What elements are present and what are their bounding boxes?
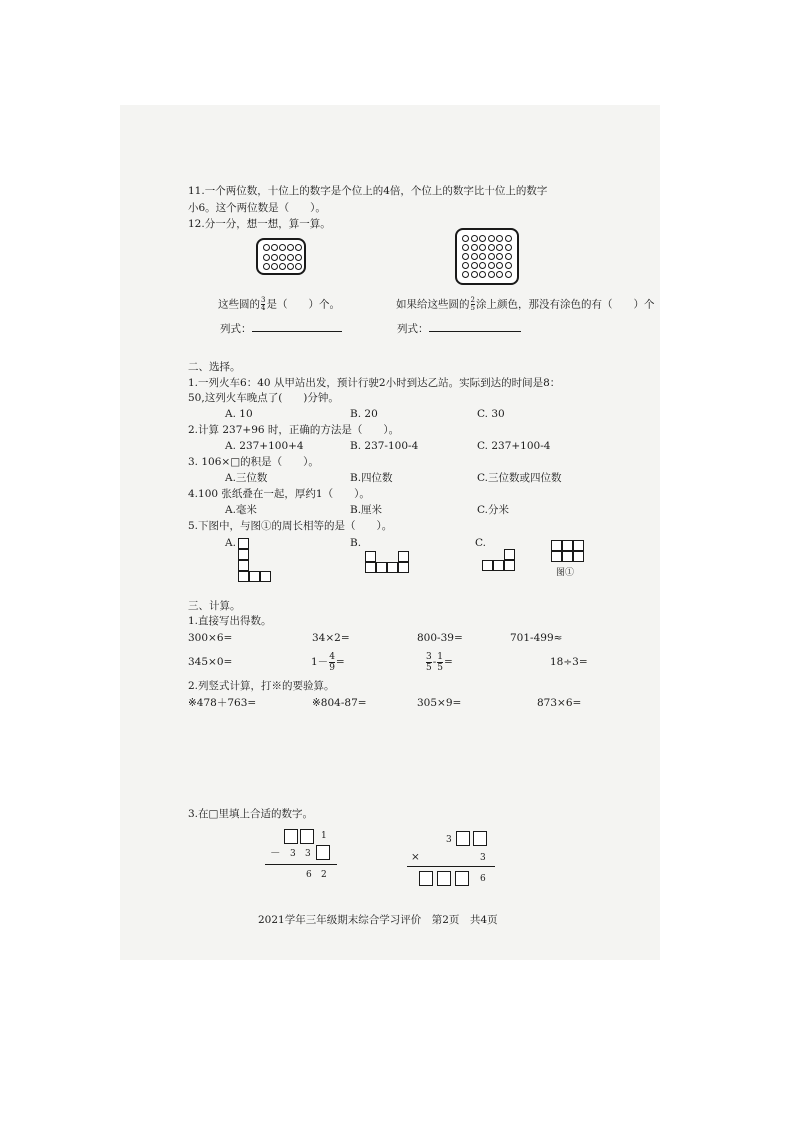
choice-q1-option-c: C. 30 [477, 408, 505, 420]
fill-box[interactable] [316, 845, 330, 860]
grid-cell [398, 551, 409, 562]
question-11-line2: 小6。这个两位数是（ ）。 [188, 202, 326, 214]
grid-cell [238, 560, 249, 571]
circle-dot [462, 235, 469, 242]
circle-dot [287, 254, 294, 261]
sub-result-digit-2: 2 [321, 870, 327, 880]
vertical-calc-2: ※804-87= [312, 697, 367, 709]
grid-cell [573, 540, 584, 551]
fill-box[interactable] [300, 829, 314, 844]
grid-cell [562, 551, 573, 562]
fraction-two-fifths: $\frac{2}{5}$ [470, 296, 475, 312]
circle-dot [271, 254, 278, 261]
fill-box[interactable] [437, 871, 451, 886]
choice-q3: 3. 106×□的积是（ ）。 [188, 456, 319, 468]
circle-dot [505, 235, 512, 242]
circle-dot [496, 244, 503, 251]
circle-dot [271, 244, 278, 251]
choice-q2: 2.计算 237+96 时，正确的方法是（ ）。 [188, 424, 400, 436]
calc-sub1-title: 1.直接写出得数。 [188, 615, 272, 627]
mul-top-digit: 3 [446, 835, 452, 845]
grid-cell [376, 562, 387, 573]
circle-dot [462, 244, 469, 251]
circle-dot [479, 235, 486, 242]
vertical-calc-1: ※478＋763= [188, 697, 257, 709]
calc-r1-c1: 300×6= [188, 632, 233, 644]
grid-cell [504, 549, 515, 560]
choice-q1-option-b: B. 20 [350, 408, 378, 420]
fill-box[interactable] [473, 831, 487, 846]
fraction-three-quarters: $\frac{3}{4}$ [261, 296, 266, 312]
circle-dot [462, 262, 469, 269]
grid-cell [573, 551, 584, 562]
choice-q2-option-b: B. 237-100-4 [350, 440, 419, 452]
circle-dot [462, 253, 469, 260]
circle-dot [471, 271, 478, 278]
circle-dot [505, 271, 512, 278]
formula-right: 列式： [397, 323, 521, 336]
circle-dot [279, 254, 286, 261]
circle-dot [287, 244, 294, 251]
question-12-title: 12.分一分，想一想，算一算。 [188, 218, 331, 230]
circle-dot [496, 235, 503, 242]
circle-dot [471, 253, 478, 260]
calc-sub2-title: 2.列竖式计算，打※的要验算。 [188, 680, 335, 692]
grid-cell [398, 562, 409, 573]
choice-q3-option-a: A.三位数 [225, 472, 268, 484]
grid-cell [249, 571, 260, 582]
circle-dot [295, 244, 302, 251]
choice-q2-option-c: C. 237+100-4 [477, 440, 551, 452]
grid-cell [238, 549, 249, 560]
circle-dot [479, 244, 486, 251]
grid-cell [551, 551, 562, 562]
circle-dot [488, 244, 495, 251]
calc-r2-c1: 345×0= [188, 656, 233, 668]
circle-dot [488, 235, 495, 242]
grid-cell [387, 562, 398, 573]
fill-box[interactable] [456, 831, 470, 846]
circle-dot [496, 262, 503, 269]
q5-label-a: A. [225, 537, 236, 549]
grid-cell [493, 560, 504, 571]
calc-r1-c2: 34×2= [312, 632, 350, 644]
circle-dot [263, 254, 270, 261]
choice-q4-option-b: B.厘米 [350, 504, 383, 516]
calc-r1-c4: 701-499≈ [510, 632, 563, 644]
choice-q4: 4.100 张纸叠在一起，厚约1（ ）。 [188, 488, 370, 500]
q5-label-c: C. [475, 537, 486, 549]
circle-dot [279, 263, 286, 270]
section-3-heading: 三、计算。 [188, 600, 241, 612]
grid-cell [482, 560, 493, 571]
grid-cell [260, 571, 271, 582]
circle-dot [479, 253, 486, 260]
grid-cell [504, 560, 515, 571]
circle-dot [496, 271, 503, 278]
choice-q3-option-c: C.三位数或四位数 [477, 472, 562, 484]
q12-right-statement: 如果给这些圆的 $\frac{2}{5}$ 涂上颜色，那没有涂色的有（ ）个 [396, 296, 655, 312]
calc-r2-c2: 1－ $\frac{4}{9}$ = [311, 651, 345, 673]
grid-cell [238, 538, 249, 549]
circle-dot [287, 263, 294, 270]
circle-dot [279, 244, 286, 251]
choice-q3-option-b: B.四位数 [350, 472, 393, 484]
calc-sub3-title: 3.在□里填上合适的数字。 [188, 808, 313, 820]
calc-r1-c3: 800-39= [417, 632, 463, 644]
choice-q4-option-c: C.分米 [477, 504, 509, 516]
mul-operator: × [411, 851, 420, 863]
circle-dot [263, 263, 270, 270]
sub-result-digit-1: 6 [306, 870, 312, 880]
vertical-calc-3: 305×9= [417, 697, 462, 709]
circle-dot [505, 253, 512, 260]
circle-dot [479, 262, 486, 269]
circle-dot [505, 262, 512, 269]
sub-operator: － [270, 847, 281, 859]
circle-dot [471, 262, 478, 269]
fill-box[interactable] [455, 871, 469, 886]
circle-dot [488, 262, 495, 269]
fill-box[interactable] [419, 871, 433, 886]
calc-r2-c4: 18÷3= [550, 656, 588, 668]
circle-dot [471, 235, 478, 242]
circle-dot [462, 271, 469, 278]
grid-cell [551, 540, 562, 551]
q12-left-statement: 这些圆的 $\frac{3}{4}$ 是（ ）个。 [218, 296, 340, 312]
circle-dot [488, 271, 495, 278]
circle-dot [479, 271, 486, 278]
circle-dot [505, 244, 512, 251]
sub-top-digit: 1 [321, 831, 327, 841]
fill-box[interactable] [284, 829, 298, 844]
section-2-heading: 二、选择。 [188, 361, 241, 373]
circle-dot [295, 263, 302, 270]
choice-q2-option-a: A. 237+100+4 [225, 440, 304, 452]
mul-divider-line [407, 866, 495, 867]
circle-group-large [455, 228, 519, 285]
circle-dot [271, 263, 278, 270]
vertical-calc-4: 873×6= [537, 697, 582, 709]
choice-q1-line2: 50,这列火车晚点了( )分钟。 [188, 392, 339, 404]
grid-cell [365, 551, 376, 562]
choice-q1-option-a: A. 10 [225, 408, 253, 420]
formula-left: 列式： [220, 323, 342, 336]
sub-divider-line [265, 864, 337, 865]
sub-mid-digit-2: 3 [305, 849, 311, 859]
circle-dot [488, 253, 495, 260]
page-footer: 2021学年三年级期末综合学习评价 第2页 共4页 [258, 914, 498, 926]
circle-group-small [256, 238, 306, 275]
choice-q1-line1: 1.一列火车6：40 从甲站出发，预计行驶2小时到达乙站。实际到达的时间是8： [188, 377, 561, 389]
question-11-line1: 11.一个两位数，十位上的数字是个位上的4倍，个位上的数字比十位上的数字 [188, 185, 548, 197]
grid-cell [365, 562, 376, 573]
circle-dot [471, 244, 478, 251]
circle-dot [295, 254, 302, 261]
grid-cell [238, 571, 249, 582]
figure-1-label: 图① [556, 568, 575, 578]
q5-label-b: B. [350, 537, 362, 549]
circle-dot [263, 244, 270, 251]
calc-r2-c3: $\frac{3}{5}$ - $\frac{1}{5}$ = [426, 651, 453, 673]
grid-cell [562, 540, 573, 551]
choice-q4-option-a: A.毫米 [225, 504, 257, 516]
mul-mid-digit: 3 [480, 853, 486, 863]
choice-q5: 5.下图中，与图①的周长相等的是（ ）。 [188, 520, 393, 532]
circle-dot [496, 253, 503, 260]
mul-result-digit: 6 [480, 874, 486, 884]
sub-mid-digit-1: 3 [290, 849, 296, 859]
